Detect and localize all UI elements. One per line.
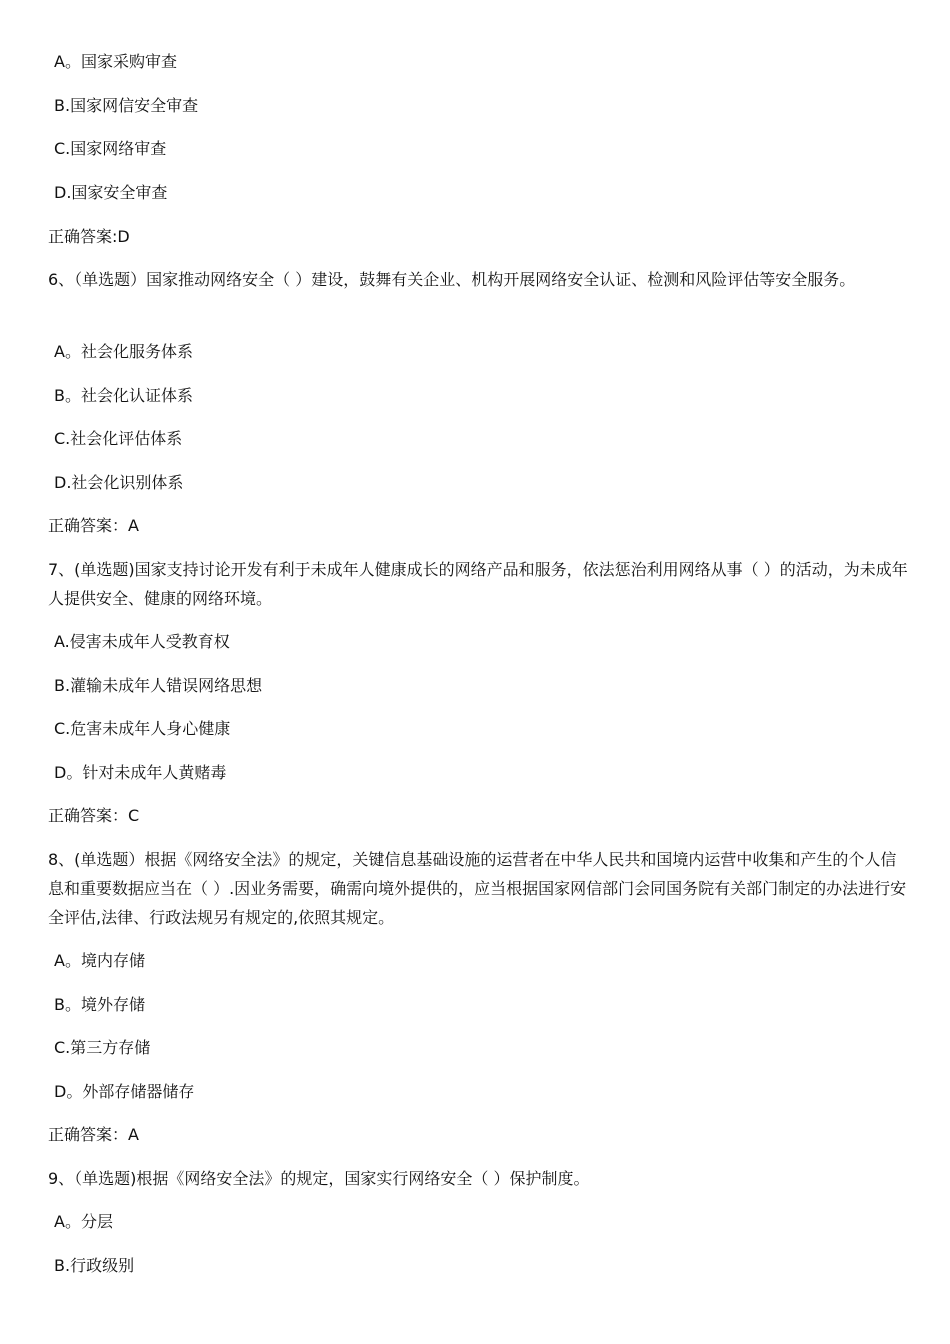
question-8: 8、(单选题）根据《网络安全法》的规定，关键信息基础设施的运营者在中华人民共和国境内运营中收集和产生的个人信息和重要数据应当在（ ）.因业务需要，确需向境外提供的，应当根据国家网信部门会同国务院有关部门制定的办法进行安全评估,法律、行政法规另有规定的,依照其规定。	[48, 850, 907, 927]
q7-option-d: D。针对未成年人黄赌毒	[54, 763, 227, 782]
q7-answer: 正确答案：C	[48, 806, 140, 825]
option-b: B.国家网信安全审查	[54, 96, 199, 115]
q9-option-b: B.行政级别	[54, 1256, 135, 1275]
q6-option-b: B。社会化认证体系	[54, 386, 193, 405]
option-d: D.国家安全审查	[54, 183, 168, 202]
question-7: 7、(单选题)国家支持讨论开发有利于未成年人健康成长的网络产品和服务，依法惩治利用网络从事（ ）的活动，为未成年人提供安全、健康的网络环境。	[48, 560, 908, 608]
q8-option-c: C.第三方存储	[54, 1038, 151, 1057]
option-a: A。国家采购审查	[54, 52, 177, 71]
q8-answer: 正确答案：A	[48, 1125, 139, 1144]
q6-option-d: D.社会化识别体系	[54, 473, 184, 492]
question-6: 6、（单选题）国家推动网络安全（ ）建设，鼓舞有关企业、机构开展网络安全认证、检测和风险评估等安全服务。	[48, 270, 856, 289]
q6-answer: 正确答案：A	[48, 516, 139, 535]
q8-option-a: A。境内存储	[54, 951, 145, 970]
q7-option-b: B.灌输未成年人错误网络思想	[54, 676, 263, 695]
q8-option-b: B。境外存储	[54, 995, 145, 1014]
q9-option-a: A。分层	[54, 1212, 113, 1231]
option-c: C.国家网络审查	[54, 139, 167, 158]
q7-option-a: A.侵害未成年人受教育权	[54, 632, 230, 651]
q8-option-d: D。外部存储器储存	[54, 1082, 195, 1101]
q7-option-c: C.危害未成年人身心健康	[54, 719, 231, 738]
q6-option-c: C.社会化评估体系	[54, 429, 183, 448]
answer-line: 正确答案:D	[48, 227, 130, 246]
question-9: 9、（单选题)根据《网络安全法》的规定，国家实行网络安全（ ）保护制度。	[48, 1169, 590, 1188]
q6-option-a: A。社会化服务体系	[54, 342, 193, 361]
